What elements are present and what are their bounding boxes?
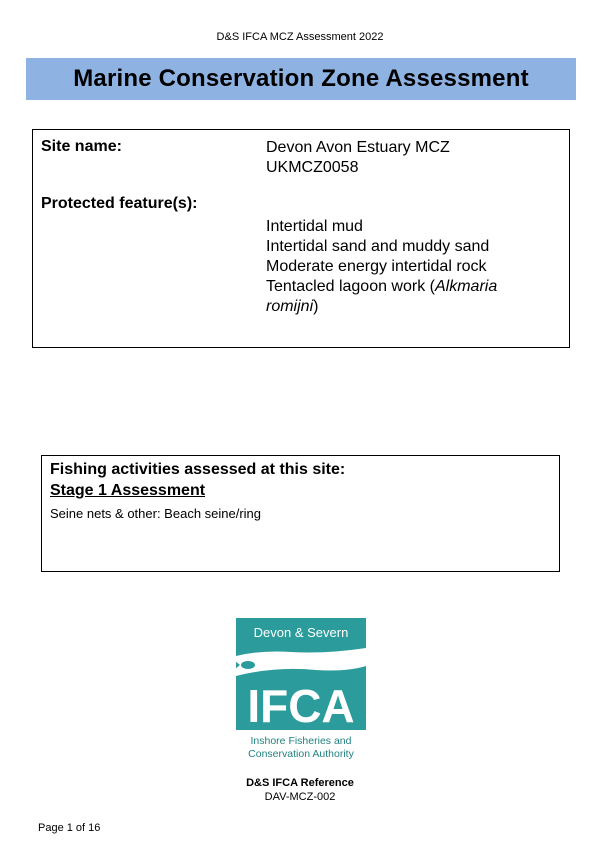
document-header: D&S IFCA MCZ Assessment 2022 <box>216 31 384 43</box>
title-band <box>26 58 576 100</box>
reference-code: DAV-MCZ-002 <box>264 791 336 803</box>
feature-text-close: ) <box>313 298 319 315</box>
logo-top-text: Devon & Severn <box>253 625 349 640</box>
stage-heading: Stage 1 Assessment <box>50 482 206 499</box>
species-name-epithet: romijni <box>266 298 314 315</box>
logo-sub-line2: Conservation Authority <box>248 748 354 760</box>
feature-item: Moderate energy intertidal rock <box>266 258 487 275</box>
fish-icon <box>236 661 255 669</box>
site-info-box <box>32 129 570 348</box>
ifca-logo <box>236 618 366 765</box>
logo-sub-line1: Inshore Fisheries and <box>250 735 352 747</box>
fishing-activity: Seine nets & other: Beach seine/ring <box>50 506 262 521</box>
page-title: Marine Conservation Zone Assessment <box>73 65 529 92</box>
protected-features-list <box>266 217 556 317</box>
feature-text: Tentacled lagoon work ( <box>266 278 435 295</box>
protected-features-label: Protected feature(s): <box>41 195 198 212</box>
reference-label: D&S IFCA Reference <box>246 777 354 789</box>
feature-item: Intertidal mud <box>266 218 363 235</box>
site-name-value <box>266 138 556 178</box>
logo-main-text: IFCA <box>247 680 355 732</box>
fishing-activities-box <box>41 455 560 572</box>
ifca-logo-graphic <box>236 618 366 760</box>
site-code: UKMCZ0058 <box>266 159 359 176</box>
feature-item: Intertidal sand and muddy sand <box>266 238 490 255</box>
fishing-heading: Fishing activities assessed at this site: <box>50 461 346 478</box>
page-number: Page 1 of 16 <box>38 822 101 834</box>
feature-item <box>266 277 556 317</box>
site-name-label: Site name: <box>41 138 122 155</box>
site-name: Devon Avon Estuary MCZ <box>266 139 450 156</box>
species-name-genus: Alkmaria <box>434 278 498 295</box>
